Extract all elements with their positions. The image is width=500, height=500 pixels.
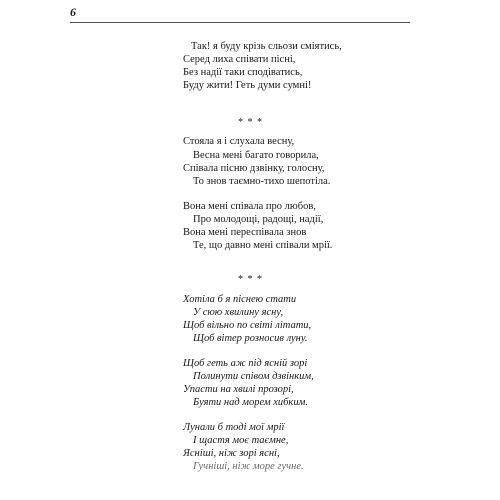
poem-line: Щоб вільно по світі літати, (183, 320, 312, 331)
poem-line: Серед лиха співати пісні, (183, 54, 296, 65)
poem-line: Гучніші, ніж море гучне. (193, 461, 304, 472)
poem-line: Щоб вітер розносив луну. (193, 333, 308, 344)
poem-line: Хотіла б я піснею стати (183, 294, 297, 305)
poem-line: Буду жити! Геть думи сумні! (183, 80, 312, 91)
poem-line: У сюю хвилину ясну, (193, 307, 284, 318)
poem-line: Лунали б тоді мої мрії (183, 422, 285, 433)
page-number: 6 (70, 5, 76, 19)
poem-line: І щастя моє таємне, (193, 435, 289, 446)
poem-line: Буяти над морем хибким. (193, 397, 308, 408)
poem-line: Без надії таки сподіватись, (183, 67, 303, 78)
poem-line: То знов таємно-тихо шепотіла. (193, 176, 331, 187)
poem-line: Те, що давно мені співали мрії. (193, 240, 333, 251)
poem-line: Щоб геть аж під ясній зорі (183, 358, 308, 369)
poem-line: Ясніші, ніж зорі ясні, (183, 448, 280, 459)
poem-line: Вона мені співала про любов, (183, 201, 316, 212)
section-separator: * * * (238, 274, 263, 285)
poem-line: Полинути співом дзвінким, (193, 371, 314, 382)
poem-line: Так! я буду крізь сльози сміятись, (191, 41, 342, 52)
poem-line: Вона мені переспівала знов (183, 227, 307, 238)
section-separator: * * * (238, 117, 263, 128)
poem-line: Про молодощі, радощі, надії, (193, 214, 324, 225)
header-rule (70, 22, 410, 23)
poem-line: Стояла я і слухала весну, (183, 136, 295, 147)
poem-line: Співала пісню дзвінку, голосну, (183, 163, 325, 174)
poem-line: Весна мені багато говорила, (193, 150, 319, 161)
poem-line: Упасти на хвилі прозорі, (183, 384, 294, 395)
